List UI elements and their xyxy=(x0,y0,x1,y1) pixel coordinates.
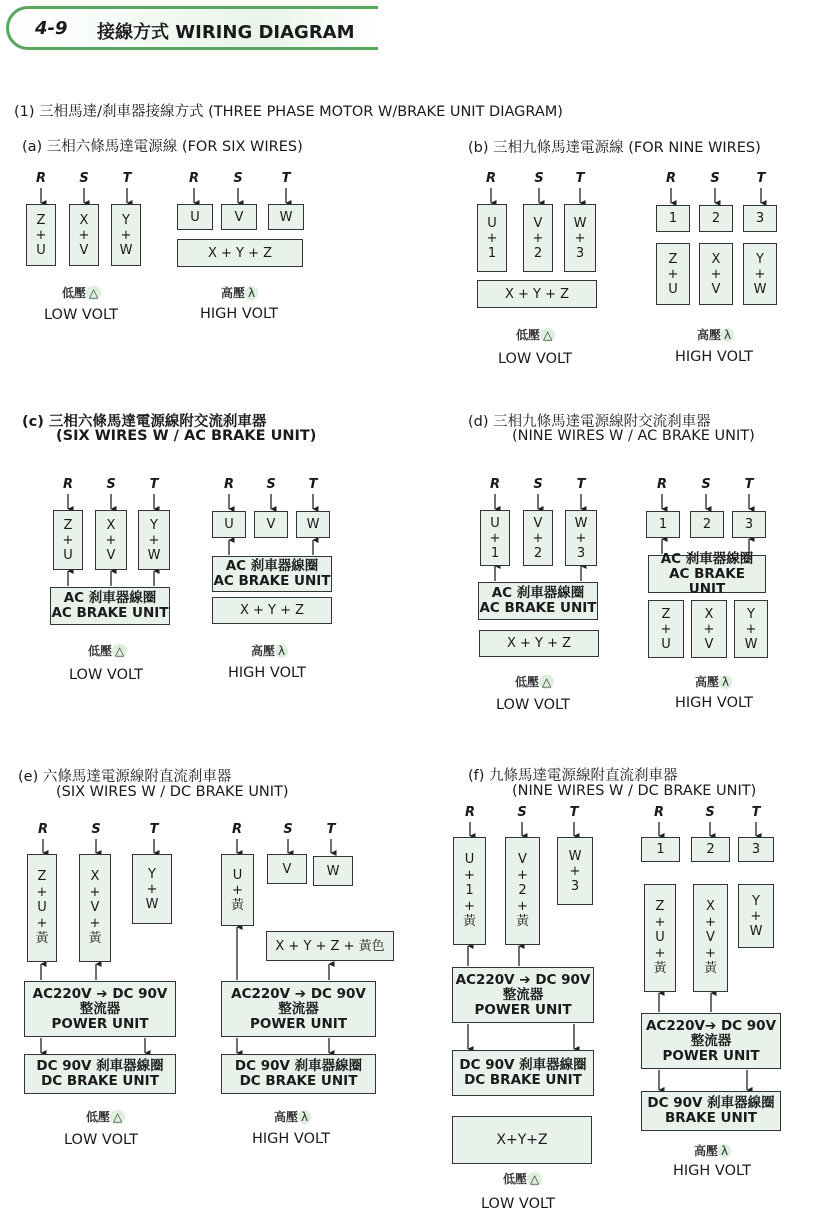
terminal-box: 3 xyxy=(743,205,777,232)
phase-label-t: T xyxy=(122,171,132,186)
phase-label-s: S xyxy=(710,171,720,186)
terminal-box: Y + W xyxy=(734,600,768,658)
high-volt-label-cn: 高壓 λ xyxy=(694,1142,731,1159)
c-subtitle: (SIX WIRES W / AC BRAKE UNIT) xyxy=(56,428,317,444)
high-volt-label-en: HIGH VOLT xyxy=(228,665,306,681)
high-volt-label-cn: 高壓 λ xyxy=(695,673,732,690)
ac-brake-unit: AC 刹車器線圈 AC BRAKE UNIT xyxy=(50,587,170,625)
low-volt-label-en: LOW VOLT xyxy=(64,1132,138,1148)
terminal-box: 1 xyxy=(646,511,680,538)
phase-label-r: R xyxy=(223,477,234,492)
high-volt-label-en: HIGH VOLT xyxy=(200,306,278,322)
phase-label-s: S xyxy=(233,171,243,186)
terminal-box: V + 2 xyxy=(523,510,553,566)
phase-label-s: S xyxy=(91,822,101,837)
high-volt-label-en: HIGH VOLT xyxy=(673,1163,751,1179)
terminal-box: Y + W xyxy=(111,204,141,266)
terminal-box: V + 2 + 黃 xyxy=(505,837,540,945)
high-volt-label-cn: 高壓 λ xyxy=(274,1108,311,1125)
low-volt-label-cn: 低壓 △ xyxy=(62,284,101,301)
d-title: (d) 三相九條馬達電源線附交流刹車器 xyxy=(468,414,711,430)
low-volt-label-cn: 低壓 △ xyxy=(515,673,554,690)
e-title: (e) 六條馬達電源線附直流刹車器 xyxy=(18,769,232,785)
low-volt-label-en: LOW VOLT xyxy=(481,1196,555,1212)
phase-label-s: S xyxy=(517,805,527,820)
terminal-box: V xyxy=(254,511,288,538)
bridge-box: X + Y + Z xyxy=(212,597,332,624)
ac-brake-unit: AC 刹車器線圈 AC BRAKE UNIT xyxy=(648,555,766,593)
high-volt-label-en: HIGH VOLT xyxy=(675,349,753,365)
phase-label-t: T xyxy=(751,805,761,820)
phase-label-r: R xyxy=(665,171,676,186)
phase-label-r: R xyxy=(485,171,496,186)
low-volt-label-cn: 低壓 △ xyxy=(88,642,127,659)
ac-brake-unit: AC 刹車器線圈 AC BRAKE UNIT xyxy=(478,582,598,620)
terminal-box: U + 黃 xyxy=(221,854,254,926)
phase-label-s: S xyxy=(79,171,89,186)
terminal-box: V xyxy=(267,854,307,884)
terminal-box: X + V + 黃 xyxy=(693,884,728,992)
terminal-box: W xyxy=(313,856,353,886)
phase-label-r: R xyxy=(37,822,48,837)
terminal-box: W xyxy=(296,511,330,538)
phase-label-t: T xyxy=(744,477,754,492)
power-unit: AC220V➔ DC 90V 整流器 POWER UNIT xyxy=(641,1013,781,1069)
phase-label-t: T xyxy=(149,822,159,837)
phase-label-t: T xyxy=(149,477,159,492)
phase-label-s: S xyxy=(705,805,715,820)
c-title: (c) 三相六條馬達電源線附交流刹車器 xyxy=(22,414,267,430)
terminal-box: 2 xyxy=(690,511,724,538)
phase-label-r: R xyxy=(35,171,46,186)
bridge-box: X + Y + Z + 黃色 xyxy=(266,931,394,961)
terminal-box: U xyxy=(177,204,213,230)
phase-label-t: T xyxy=(575,171,585,186)
phase-label-r: R xyxy=(464,805,475,820)
dc-brake-unit: DC 90V 刹車器線圈 BRAKE UNIT xyxy=(641,1091,781,1131)
terminal-box: U + 1 xyxy=(477,204,507,272)
phase-label-r: R xyxy=(656,477,667,492)
dc-brake-unit: DC 90V 刹車器線圈 DC BRAKE UNIT xyxy=(24,1054,176,1094)
high-volt-label-cn: 高壓 λ xyxy=(697,326,734,343)
terminal-box: X + V xyxy=(95,510,127,570)
terminal-box: Y + W xyxy=(743,243,777,305)
dc-brake-unit: DC 90V 刹車器線圈 DC BRAKE UNIT xyxy=(221,1054,376,1094)
terminal-box: 1 xyxy=(641,837,680,862)
terminal-box: U xyxy=(212,511,246,538)
terminal-box: Z + U xyxy=(53,510,83,570)
terminal-box: Z + U + 黃 xyxy=(27,854,57,962)
high-volt-label-cn: 高壓 λ xyxy=(251,642,288,659)
terminal-box: W xyxy=(268,204,304,230)
low-volt-label-cn: 低壓 △ xyxy=(503,1170,542,1187)
low-volt-label-en: LOW VOLT xyxy=(44,307,118,323)
phase-label-r: R xyxy=(653,805,664,820)
terminal-box: Y + W xyxy=(132,854,172,924)
phase-label-r: R xyxy=(489,477,500,492)
phase-label-s: S xyxy=(534,171,544,186)
phase-label-t: T xyxy=(308,477,318,492)
terminal-box: U + 1 + 黃 xyxy=(453,837,486,945)
section-number: 4-9 xyxy=(35,18,68,39)
phase-label-s: S xyxy=(266,477,276,492)
phase-label-t: T xyxy=(756,171,766,186)
terminal-box: 1 xyxy=(656,205,690,232)
terminal-box: Z + U + 黃 xyxy=(644,884,676,992)
f-subtitle: (NINE WIRES W / DC BRAKE UNIT) xyxy=(512,783,757,799)
phase-label-s: S xyxy=(533,477,543,492)
phase-label-t: T xyxy=(576,477,586,492)
terminal-box: Y + W xyxy=(138,510,170,570)
e-subtitle: (SIX WIRES W / DC BRAKE UNIT) xyxy=(56,784,289,800)
bridge-box: X + Y + Z xyxy=(477,280,597,308)
b-title: (b) 三相九條馬達電源線 (FOR NINE WIRES) xyxy=(468,140,761,156)
f-title: (f) 九條馬達電源線附直流刹車器 xyxy=(468,768,678,784)
terminal-box: Z + U xyxy=(26,204,56,266)
low-volt-label-cn: 低壓 △ xyxy=(516,326,555,343)
section-title: 接線方式 WIRING DIAGRAM xyxy=(97,22,355,43)
terminal-box: W + 3 xyxy=(564,204,596,272)
ac-brake-unit: AC 刹車器線圈 AC BRAKE UNIT xyxy=(212,556,332,592)
high-volt-label-cn: 高壓 λ xyxy=(221,284,258,301)
terminal-box: Z + U xyxy=(648,600,684,658)
phase-label-t: T xyxy=(281,171,291,186)
low-volt-label-en: LOW VOLT xyxy=(498,351,572,367)
high-volt-label-en: HIGH VOLT xyxy=(252,1131,330,1147)
low-volt-label-en: LOW VOLT xyxy=(496,697,570,713)
terminal-box: W + 3 xyxy=(565,510,597,566)
phase-label-s: S xyxy=(106,477,116,492)
bridge-box: X + Y + Z xyxy=(177,239,303,267)
low-volt-label-cn: 低壓 △ xyxy=(86,1108,125,1125)
section1-title: (1) 三相馬達/刹車器接線方式 (THREE PHASE MOTOR W/BRAKE UNIT DIAGRAM) xyxy=(14,104,563,120)
terminal-box: 3 xyxy=(738,837,774,862)
power-unit: AC220V ➔ DC 90V 整流器 POWER UNIT xyxy=(24,981,176,1037)
phase-label-s: S xyxy=(283,822,293,837)
dc-brake-unit: DC 90V 刹車器線圈 DC BRAKE UNIT xyxy=(452,1050,594,1096)
bridge-box: X+Y+Z xyxy=(452,1116,592,1164)
terminal-box: Z + U xyxy=(656,243,690,305)
power-unit: AC220V ➔ DC 90V 整流器 POWER UNIT xyxy=(221,981,376,1037)
phase-label-t: T xyxy=(569,805,579,820)
terminal-box: X + V + 黃 xyxy=(79,854,111,962)
phase-label-r: R xyxy=(188,171,199,186)
terminal-box: V xyxy=(221,204,257,230)
terminal-box: 2 xyxy=(691,837,730,862)
terminal-box: V + 2 xyxy=(523,204,553,272)
high-volt-label-en: HIGH VOLT xyxy=(675,695,753,711)
terminal-box: U + 1 xyxy=(480,510,510,566)
power-unit: AC220V ➔ DC 90V 整流器 POWER UNIT xyxy=(452,967,594,1023)
terminal-box: W + 3 xyxy=(557,837,593,905)
terminal-box: 2 xyxy=(699,205,733,232)
phase-label-s: S xyxy=(701,477,711,492)
terminal-box: 3 xyxy=(732,511,766,538)
phase-label-t: T xyxy=(326,822,336,837)
terminal-box: X + V xyxy=(691,600,727,658)
d-subtitle: (NINE WIRES W / AC BRAKE UNIT) xyxy=(512,428,755,444)
terminal-box: Y + W xyxy=(738,884,774,948)
a-title: (a) 三相六條馬達電源線 (FOR SIX WIRES) xyxy=(22,139,303,155)
terminal-box: X + V xyxy=(69,204,99,266)
low-volt-label-en: LOW VOLT xyxy=(69,667,143,683)
phase-label-r: R xyxy=(62,477,73,492)
phase-label-r: R xyxy=(231,822,242,837)
terminal-box: X + V xyxy=(699,243,733,305)
bridge-box: X + Y + Z xyxy=(479,630,599,657)
